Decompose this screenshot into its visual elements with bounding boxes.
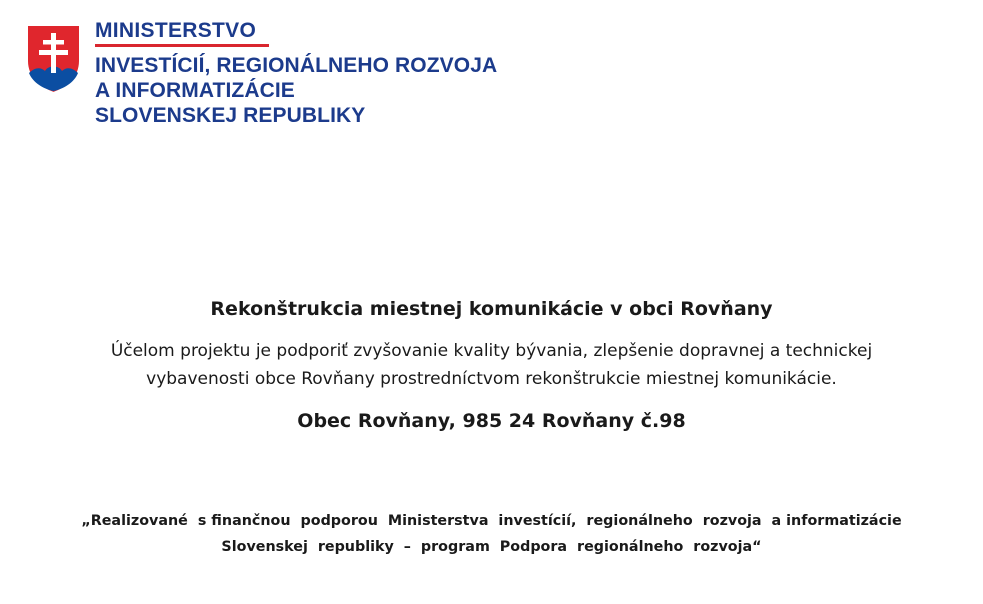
project-description-line-2: vybavenosti obce Rovňany prostredníctvom rekonštrukcie miestnej komunikácie. (146, 369, 837, 389)
funding-line-1: „Realizované s finančnou podporou Ministerstva investícií, regionálneho rozvoja a informatizácie (81, 513, 902, 529)
ministry-line-2: A INFORMATIZÁCIE (95, 79, 295, 102)
ministry-line-3: SLOVENSKEJ REPUBLIKY (95, 104, 366, 127)
project-address: Obec Rovňany, 985 24 Rovňany č.98 (297, 410, 686, 432)
ministry-title: MINISTERSTVO (95, 19, 257, 42)
funding-statement (0, 508, 983, 560)
slovak-coat-of-arms-icon (25, 23, 82, 95)
project-description (0, 337, 983, 393)
ministry-line-1: INVESTÍCIÍ, REGIONÁLNEHO ROZVOJA (95, 54, 498, 77)
ministry-name (95, 18, 497, 128)
project-title: Rekonštrukcia miestnej komunikácie v obci Rovňany (210, 298, 773, 320)
funding-line-2: Slovenskej republiky – program Podpora regionálneho rozvoja“ (221, 539, 762, 555)
ministry-underline (95, 44, 269, 47)
project-description-line-1: Účelom projektu je podporiť zvyšovanie kvality bývania, zlepšenie dopravnej a technickej (110, 341, 873, 361)
project-info (0, 295, 983, 435)
